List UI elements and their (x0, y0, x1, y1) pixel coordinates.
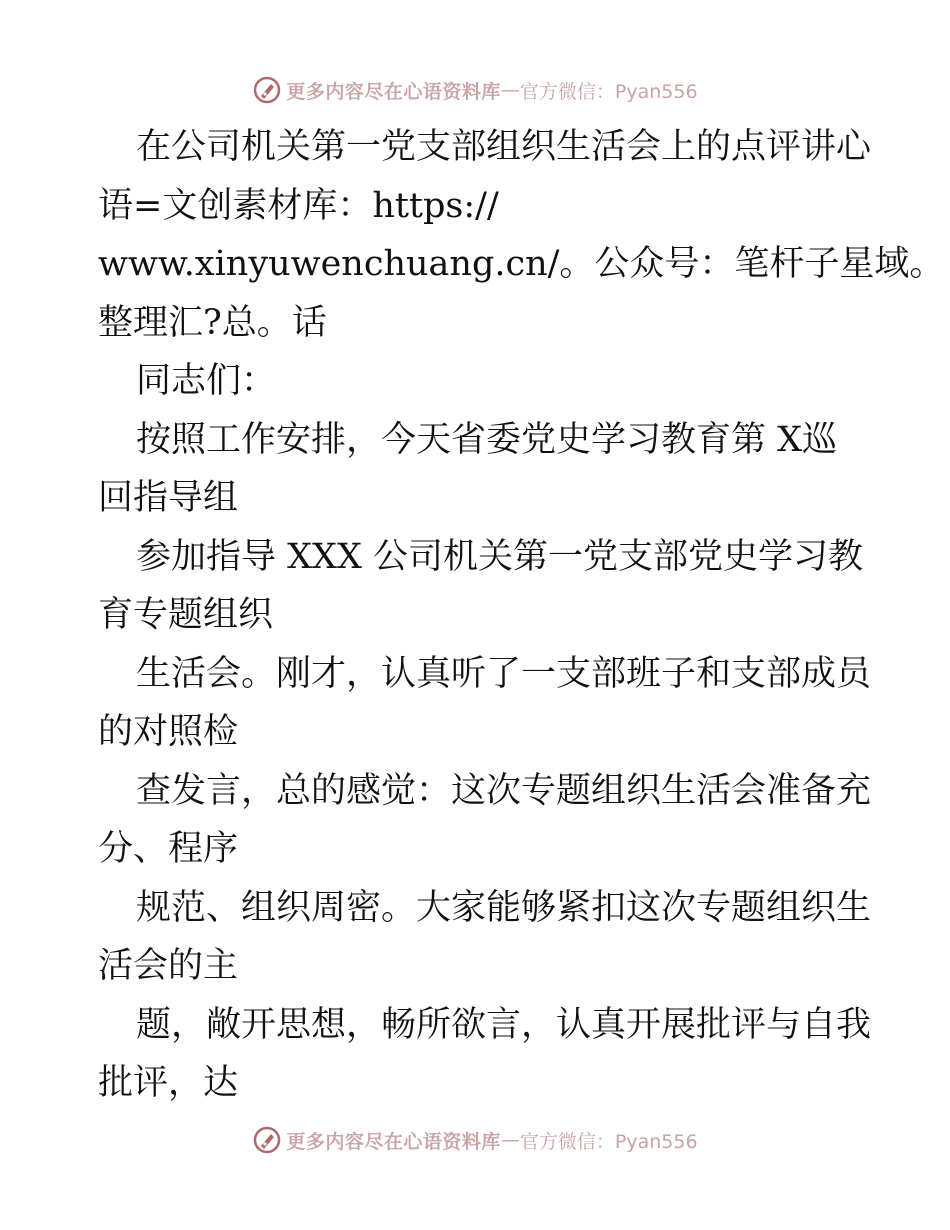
text-line: 在公司机关第一党支部组织生活会上的点评讲心 (136, 127, 872, 167)
text-line: www.xinyuwenchuang.cn/。公众号：笔杆子星域。 (98, 244, 945, 284)
text-line: 育专题组织 (98, 595, 274, 635)
text-line: 回指导组 (98, 478, 239, 518)
text-line: 批评，达 (98, 1063, 239, 1103)
text-line: 查发言，总的感觉：这次专题组织生活会准备充 (136, 770, 872, 811)
text-line: 规范、组织周密。大家能够紧扣这次专题组织生 (136, 887, 872, 928)
text-line: 活会的主 (98, 946, 239, 986)
text-line: 按照工作安排，今天省委党史学习教育第 X巡 (136, 419, 838, 460)
text-line: 同志们： (136, 361, 277, 401)
watermark-sub-text: 官方微信：Pyan556 (519, 80, 698, 103)
text-line: 参加指导 XXX 公司机关第一党支部党史学习教 (136, 536, 864, 577)
footer-watermark (0, 1120, 950, 1160)
watermark-sub-text: 官方微信：Pyan556 (519, 1130, 698, 1153)
document-body (98, 118, 945, 1113)
text-line: 语=文创素材库：https:// (98, 185, 499, 226)
pen-nib-circle-icon (252, 75, 282, 105)
text-line: 生活会。刚才，认真听了一支部班子和支部成员 (136, 653, 872, 694)
text-line: 题，敞开思想，畅所欲言，认真开展批评与自我 (136, 1004, 872, 1045)
watermark-separator: — (500, 1129, 520, 1151)
watermark-main-text: 更多内容尽在心语资料库 (286, 80, 501, 103)
text-line: 整理汇?总。话 (98, 302, 327, 343)
watermark-main-text: 更多内容尽在心语资料库 (286, 1130, 501, 1153)
pen-nib-circle-icon (252, 1125, 282, 1155)
text-line: 的对照检 (98, 712, 239, 752)
header-watermark (0, 70, 950, 110)
text-line: 分、程序 (98, 829, 239, 869)
watermark-separator: — (500, 79, 520, 101)
